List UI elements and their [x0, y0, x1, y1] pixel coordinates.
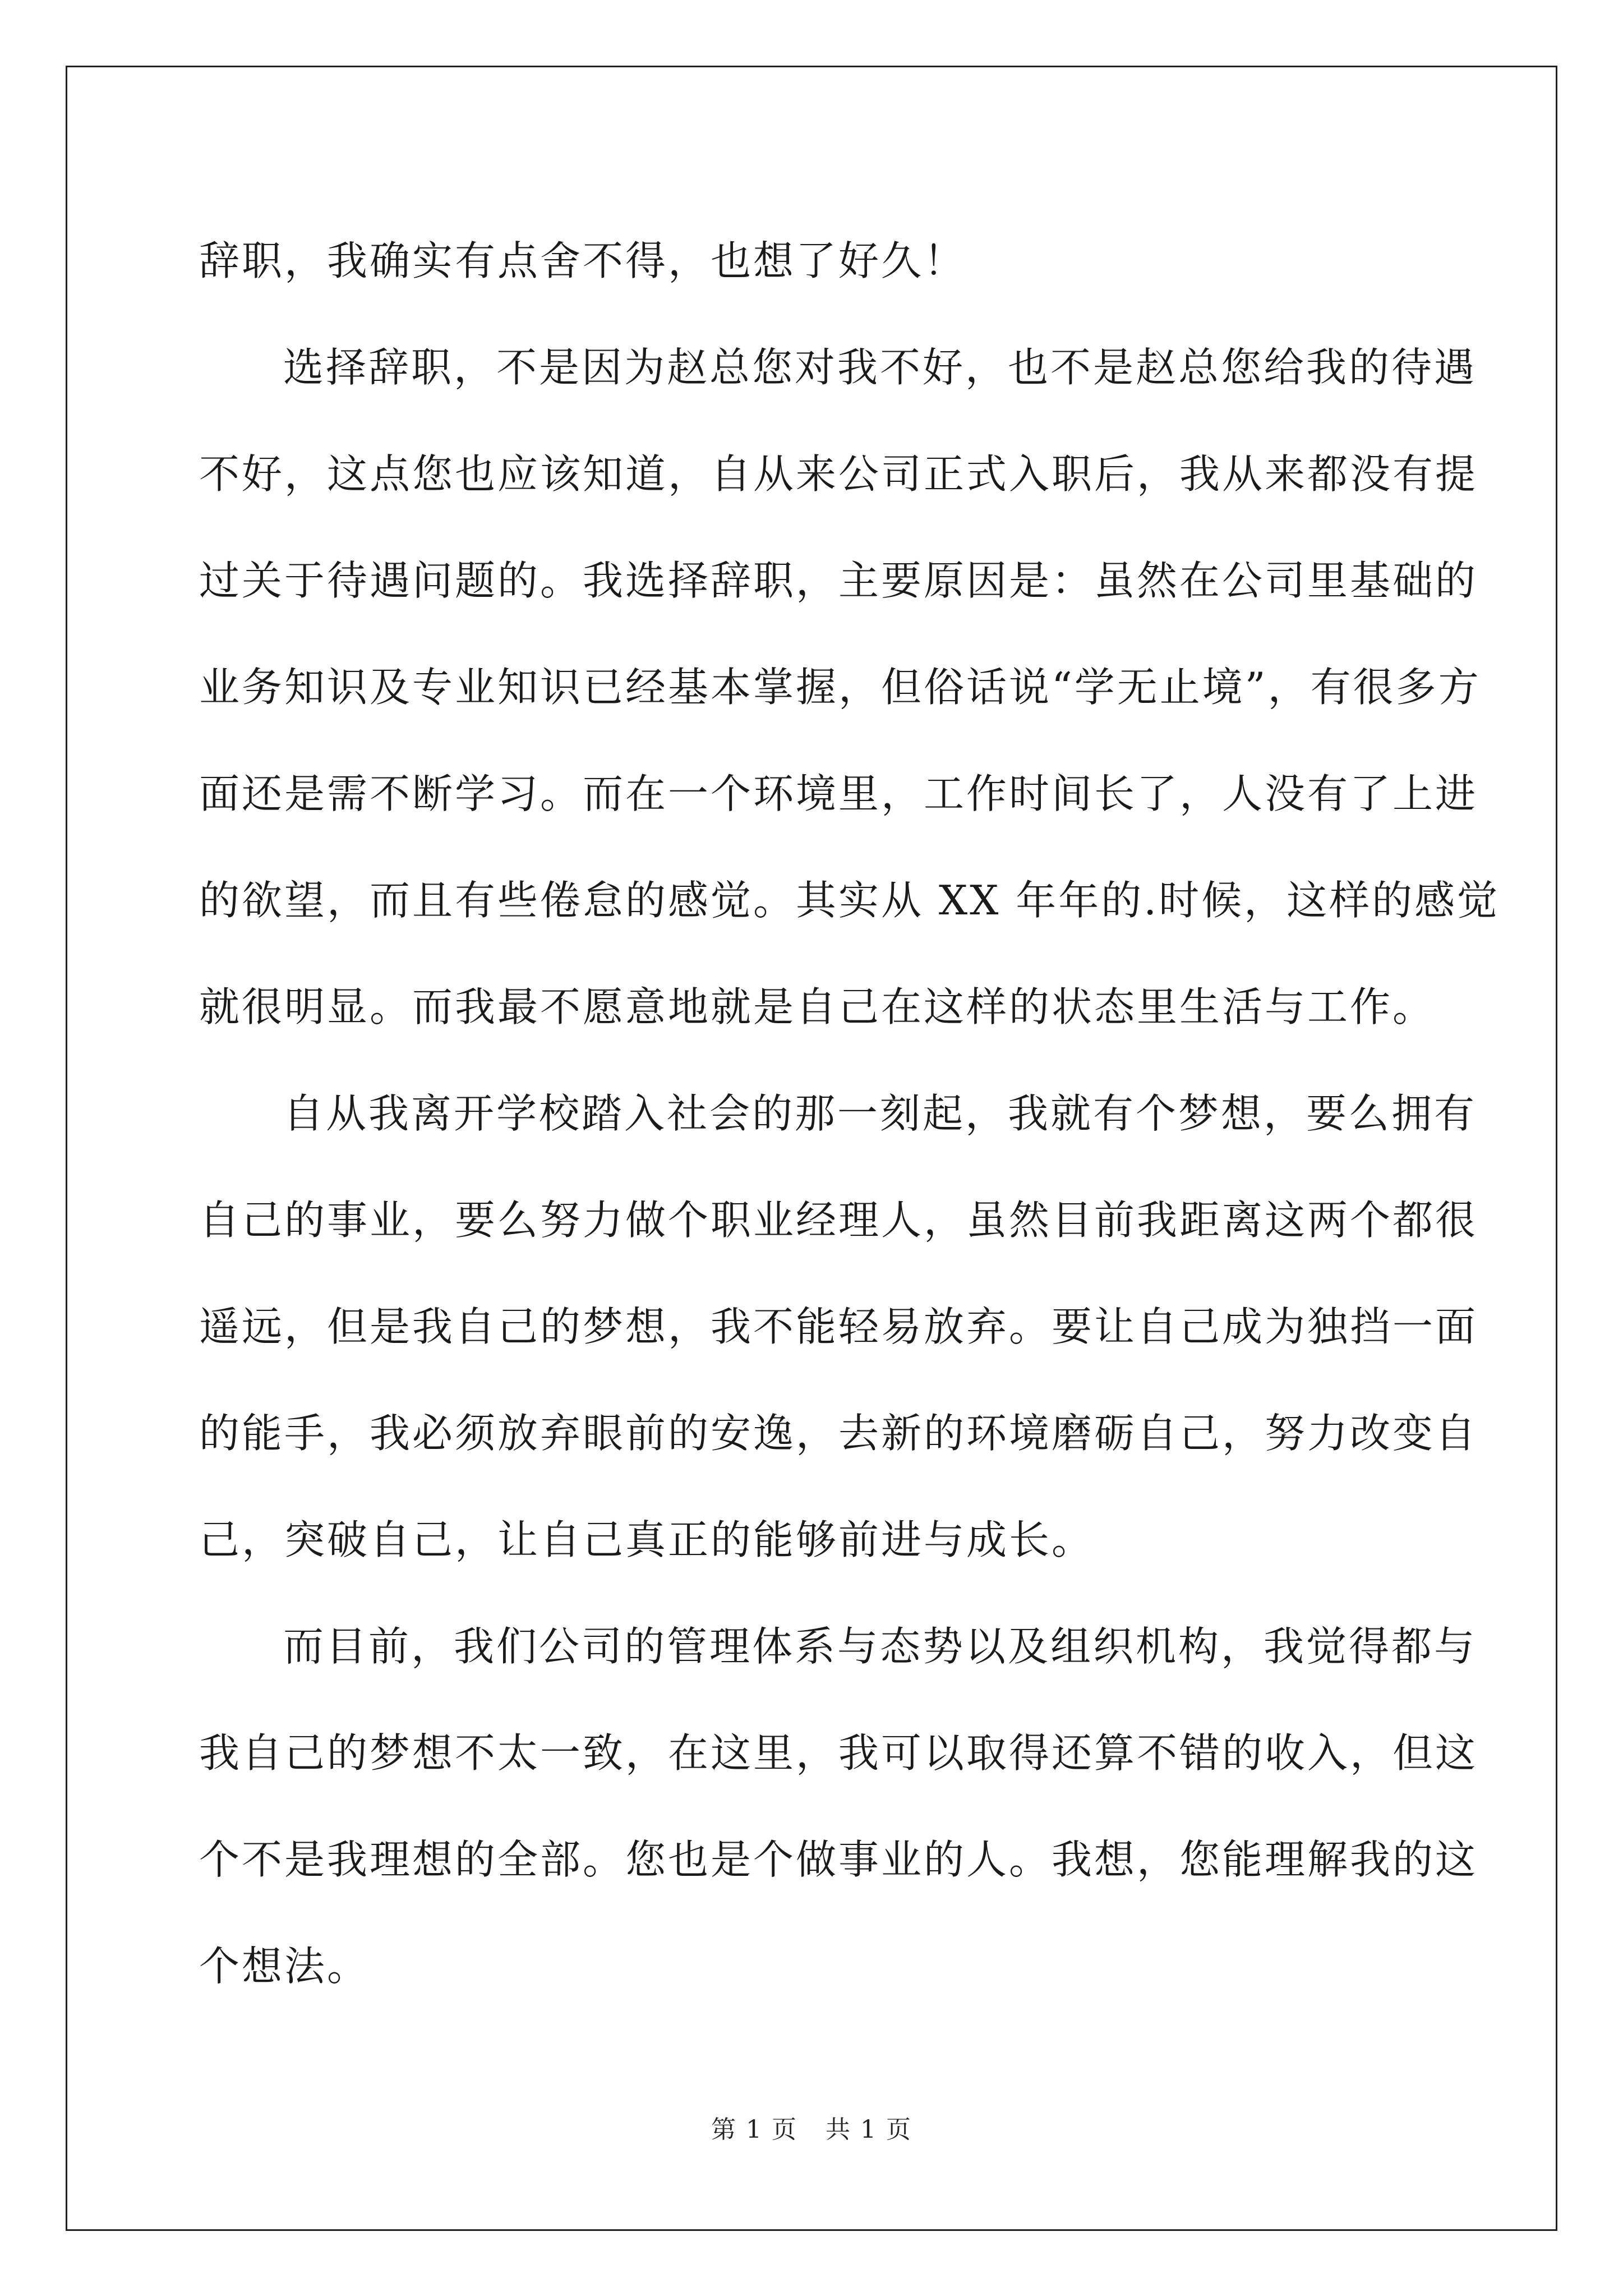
- document-body: [199, 208, 1500, 2019]
- page-footer: [0, 2109, 1623, 2145]
- page-number: 第 1 页: [711, 2115, 797, 2144]
- text-line: 面还是需不断学习。而在一个环境里，工作时间长了，人没有了上进: [199, 770, 1478, 817]
- text-line: 己，突破自己，让自己真正的能够前进与成长。: [199, 1516, 1095, 1563]
- text-line: 的欲望，而且有些倦怠的感觉。其实从 XX 年年的.时候，这样的感觉: [199, 877, 1500, 924]
- text-line: 辞职，我确实有点舍不得，也想了好久！: [199, 237, 967, 284]
- paragraph-start-line: 而目前，我们公司的管理体系与态势以及组织机构，我觉得都与: [283, 1623, 1477, 1670]
- page-total: 共 1 页: [826, 2115, 912, 2144]
- text-line: 不好，这点您也应该知道，自从来公司正式入职后，我从来都没有提: [199, 450, 1478, 498]
- text-line: 遥远，但是我自己的梦想，我不能轻易放弃。要让自己成为独挡一面: [199, 1303, 1478, 1350]
- paragraph-start-line: 自从我离开学校踏入社会的那一刻起，我就有个梦想，要么拥有: [283, 1090, 1477, 1137]
- paragraph-start-line: 选择辞职，不是因为赵总您对我不好，也不是赵总您给我的待遇: [283, 344, 1477, 391]
- text-line: 个想法。: [199, 1943, 370, 1990]
- text-line: 的能手，我必须放弃眼前的安逸，去新的环境磨砺自己，努力改变自: [199, 1410, 1478, 1457]
- text-line: 我自己的梦想不太一致，在这里，我可以取得还算不错的收入，但这: [199, 1729, 1478, 1777]
- text-line: 个不是我理想的全部。您也是个做事业的人。我想，您能理解我的这: [199, 1836, 1478, 1883]
- text-line: 业务知识及专业知识已经基本掌握，但俗话说“学无止境”，有很多方: [199, 664, 1481, 711]
- text-line: 自己的事业，要么努力做个职业经理人，虽然目前我距离这两个都很: [199, 1197, 1478, 1244]
- text-line: 过关于待遇问题的。我选择辞职，主要原因是：虽然在公司里基础的: [199, 557, 1478, 604]
- text-line: 就很明显。而我最不愿意地就是自己在这样的状态里生活与工作。: [199, 983, 1436, 1030]
